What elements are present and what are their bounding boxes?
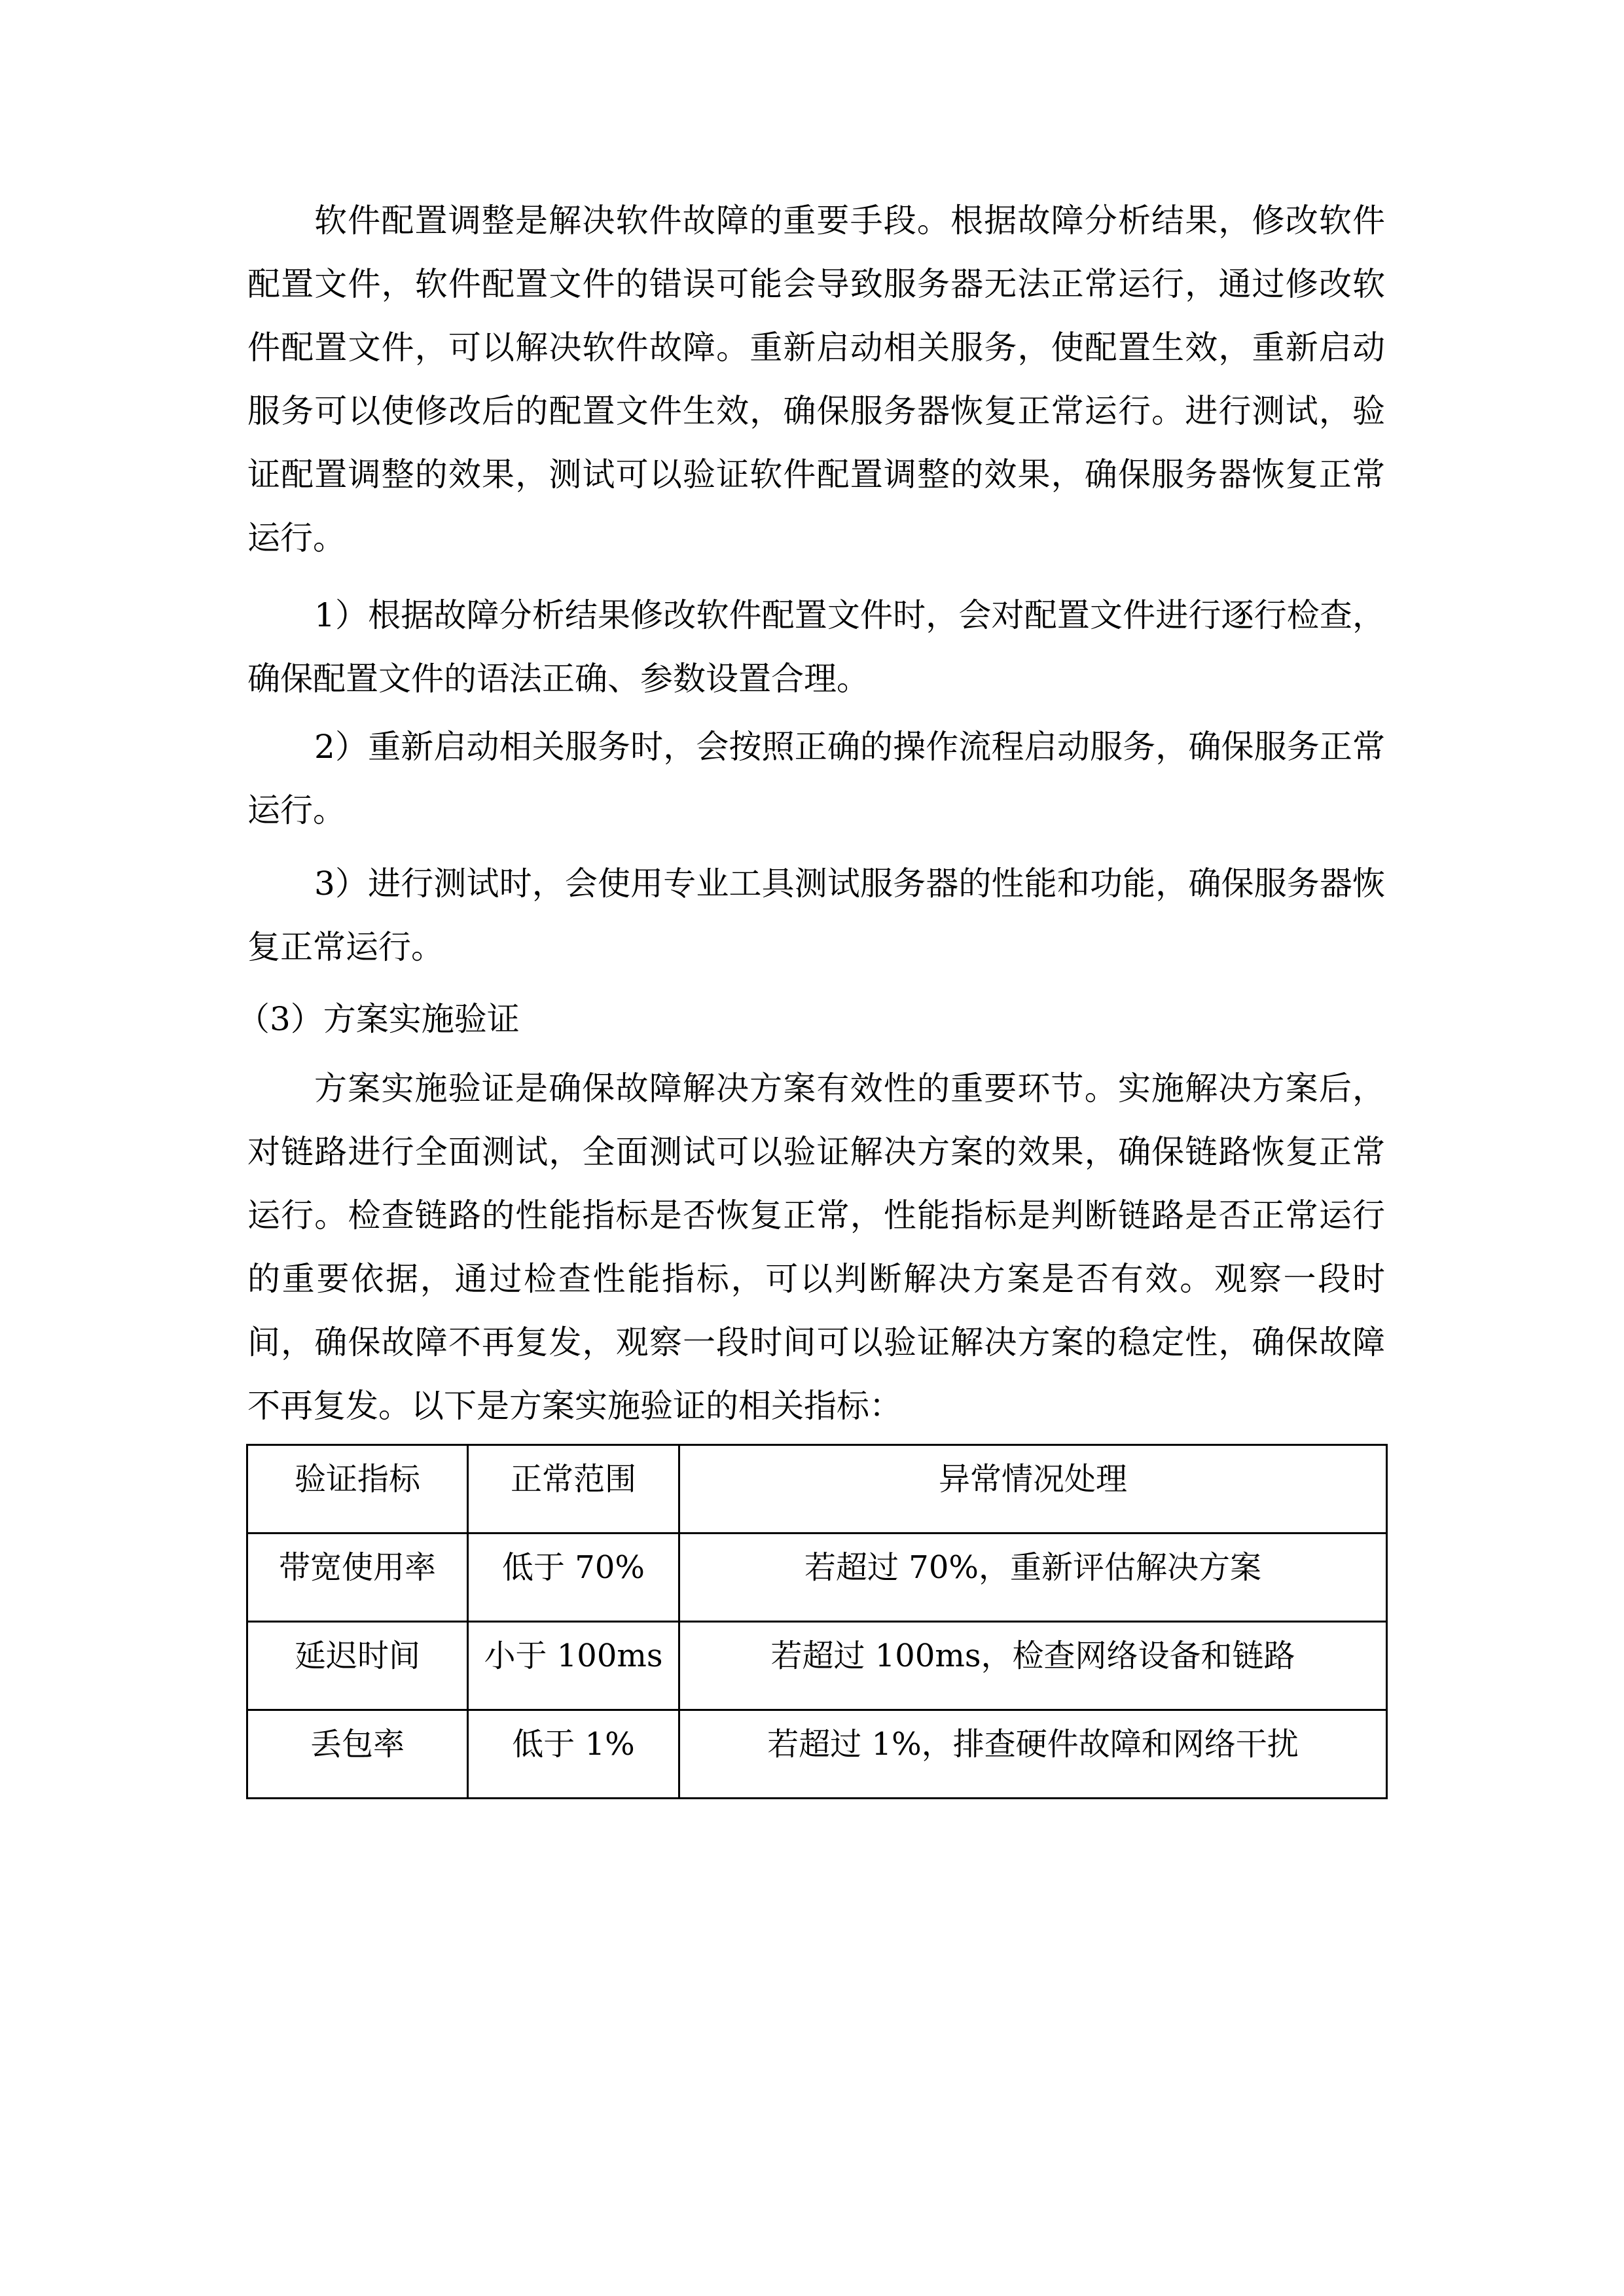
table-cell: 小于 100ms [468, 1622, 679, 1710]
list-item-3: 3）进行测试时，会使用专业工具测试服务器的性能和功能，确保服务器恢复正常运行。 [247, 865, 1385, 966]
section-heading: （3）方案实施验证 [237, 1000, 520, 1038]
table-cell: 若超过 1%，排查硬件故障和网络干扰 [679, 1710, 1387, 1799]
header-cell: 异常情况处理 [679, 1445, 1387, 1534]
table-cell: 带宽使用率 [247, 1534, 468, 1622]
header-cell: 正常范围 [468, 1445, 679, 1534]
table-row [247, 1534, 1387, 1622]
table-cell: 若超过 100ms，检查网络设备和链路 [679, 1622, 1387, 1710]
header-cell: 验证指标 [247, 1445, 468, 1534]
table-header-row [247, 1445, 1387, 1534]
table-row [247, 1622, 1387, 1710]
list-item-2: 2）重新启动相关服务时，会按照正确的操作流程启动服务，确保服务正常运行。 [247, 728, 1385, 829]
table-cell: 低于 70% [468, 1534, 679, 1622]
table-cell: 低于 1% [468, 1710, 679, 1799]
list-item-1: 1）根据故障分析结果修改软件配置文件时，会对配置文件进行逐行检查，确保配置文件的语法正确、参数设置合理。 [247, 596, 1385, 698]
table-cell: 丢包率 [247, 1710, 468, 1799]
paragraph-software-config: 软件配置调整是解决软件故障的重要手段。根据故障分析结果，修改软件配置文件，软件配置文件的错误可能会导致服务器无法正常运行，通过修改软件配置文件，可以解决软件故障。重新启动相关服务，使配置生效，重新启动服务可以使修改后的配置文件生效，确保服务器恢复正常运行。进行测试，验证配置调整的效果，测试可以验证软件配置调整的效果，确保服务器恢复正常运行。 [247, 202, 1385, 557]
table-cell: 若超过 70%，重新评估解决方案 [679, 1534, 1387, 1622]
table-cell: 延迟时间 [247, 1622, 468, 1710]
verification-metrics-table [246, 1444, 1388, 1799]
paragraph-verification: 方案实施验证是确保故障解决方案有效性的重要环节。实施解决方案后，对链路进行全面测试，全面测试可以验证解决方案的效果，确保链路恢复正常运行。检查链路的性能指标是否恢复正常，性能指标是判断链路是否正常运行的重要依据，通过检查性能指标，可以判断解决方案是否有效。观察一段时间，确保故障不再复发，观察一段时间可以验证解决方案的稳定性，确保故障不再复发。以下是方案实施验证的相关指标： [247, 1069, 1385, 1425]
table-row [247, 1710, 1387, 1799]
